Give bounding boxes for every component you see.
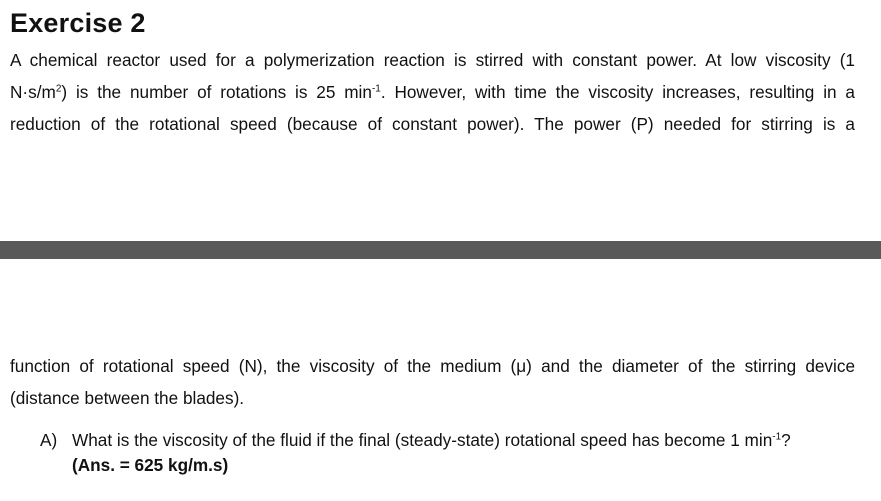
problem-paragraph-2 (10, 350, 855, 414)
question-text: What is the viscosity of the fluid if the final (steady-state) rotational speed has become 1 $\min^{-1}$? (72, 430, 791, 450)
problem-paragraph-1 (10, 44, 855, 140)
list-marker: A) (40, 430, 58, 450)
page-divider (0, 241, 881, 259)
paragraph-line: (distance between the blades). (10, 388, 245, 408)
paragraph-line: function of rotational speed (N), the viscosity of the medium (μ) and the diameter of the stirring device (10, 356, 855, 376)
answer-text: (Ans. = 625 kg/m.s) (72, 455, 229, 475)
paragraph-line: reduction of the rotational speed (because of constant power). The power (P) needed for stirring is a (10, 114, 855, 134)
exercise-heading: Exercise 2 (10, 8, 146, 38)
question-a (40, 429, 870, 452)
paragraph-line: $N\cdot s/m^2$) is the number of rotations is 25 $\min^{-1}$. However, with time the viscosity increases, resulting in a (10, 82, 855, 102)
paragraph-line: A chemical reactor used for a polymerization reaction is stirred with constant power. At low viscosity (1 (10, 50, 855, 70)
